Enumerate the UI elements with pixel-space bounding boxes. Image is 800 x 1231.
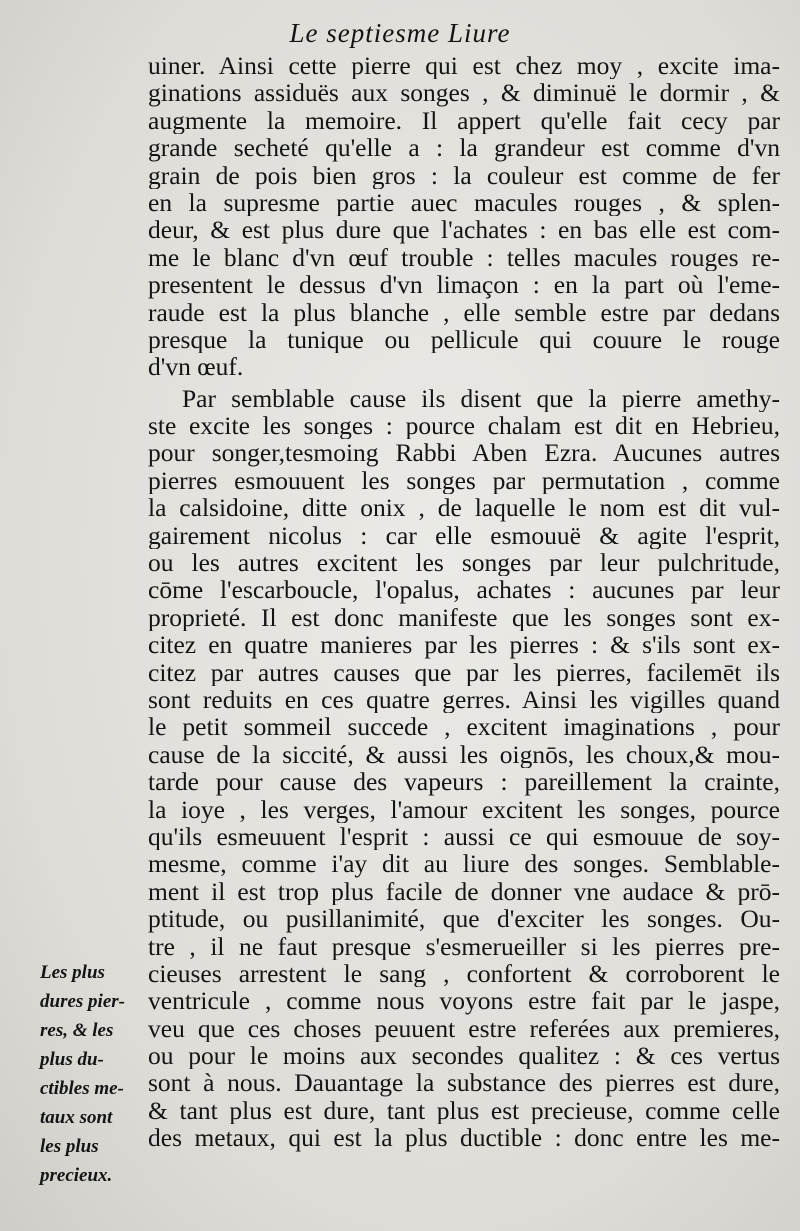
margin-note-line: ctibles me- (40, 1078, 124, 1099)
text-line: qu'ils esmeuuent l'esprit : aussi ce qui esmouue de soy- (148, 822, 780, 851)
paragraph-2 (148, 385, 780, 1152)
text-line: pour songer,tesmoing Rabbi Aben Ezra. Aucunes autres (148, 439, 780, 467)
text-line: ou les autres excitent les songes par leur pulchritude, (148, 549, 780, 577)
text-line: sont à nous. Dauantage la substance des pierres est dure, (148, 1069, 780, 1097)
margin-note-line: taux sont (40, 1107, 113, 1128)
text-line: des metaux, qui est la plus ductible : donc entre les me- (148, 1124, 780, 1152)
margin-note-line: Les plus (40, 962, 105, 983)
margin-note-line: res, & les (40, 1020, 114, 1041)
running-head: Le septiesme Liure (289, 18, 511, 48)
margin-note (40, 958, 152, 1190)
text-line: cōme l'escarboucle, l'opalus, achates : aucunes par leur (148, 576, 780, 604)
body-text (148, 52, 780, 1152)
text-line: raude est la plus blanche , elle semble estre par dedans (148, 298, 780, 326)
text-line: en la supresme partie auec macules rouges , & splen- (148, 188, 780, 217)
text-line: la calsidoine, ditte onix , de laquelle le nom est dit vul- (148, 494, 780, 522)
text-line: sont reduits en ces quatre gerres. Ainsi les vigilles quand (148, 685, 780, 714)
text-line: presentent le dessus d'vn limaçon : en la part où l'eme- (148, 271, 780, 299)
text-line: citez par autres causes que par les pierres, facilemēt ils (148, 658, 780, 686)
text-line: ou pour le moins aux secondes qualitez : & ces vertus (148, 1042, 780, 1070)
text-line: la ioye , les verges, l'amour excitent les songes, pource (148, 795, 780, 823)
text-line: cieuses arrestent le sang , confortent & corroborent le (148, 959, 780, 988)
text-line: uiner. Ainsi cette pierre qui est chez moy , excite ima- (148, 52, 780, 80)
margin-note-line: les plus (40, 1136, 99, 1157)
text-line: d'vn œuf. (148, 353, 244, 381)
text-line: presque la tunique ou pellicule qui couure le rouge (148, 325, 780, 354)
text-line: ventricule , comme nous voyons estre fait par le jaspe, (148, 987, 780, 1015)
text-line: & tant plus est dure, tant plus est precieuse, comme celle (148, 1096, 780, 1125)
text-line: grande secheté qu'elle a : la grandeur est comme d'vn (148, 134, 780, 162)
text-line: Par semblable cause ils disent que la pierre amethy- (182, 384, 780, 413)
text-line: gairement nicolus : car elle esmouuë & agite l'esprit, (148, 521, 780, 550)
margin-note-line: precieux. (40, 1165, 113, 1186)
text-line: deur, & est plus dure que l'achates : en bas elle est com- (148, 216, 780, 244)
text-line: ste excite les songes : pource chalam est dit en Hebrieu, (148, 412, 780, 440)
text-line: ptitude, ou pusillanimité, que d'exciter les songes. Ou- (148, 905, 780, 933)
text-line: pierres esmouuent les songes par permutation , comme (148, 466, 780, 495)
text-line: ment il est trop plus facile de donner vne audace & prō- (148, 877, 780, 906)
text-line: augmente la memoire. Il appert qu'elle fait cecy par (148, 106, 780, 135)
text-line: cause de la siccité, & aussi les oignōs, les choux,& mou- (148, 740, 780, 769)
text-line: me le blanc d'vn œuf trouble : telles macules rouges re- (148, 243, 780, 272)
text-line: tre , il ne faut presque s'esmerueiller si les pierres pre- (148, 932, 780, 960)
text-line: ginations assiduës aux songes , & diminuë le dormir , & (148, 79, 780, 107)
text-line: mesme, comme i'ay dit au liure des songes. Semblable- (148, 850, 780, 878)
text-line: le petit sommeil succede , excitent imaginations , pour (148, 713, 780, 741)
text-line: veu que ces choses peuuent estre referées aux premieres, (148, 1014, 780, 1043)
margin-note-line: plus du- (40, 1049, 104, 1070)
paragraph-1 (148, 52, 780, 381)
text-line: proprieté. Il est donc manifeste que les songes sont ex- (148, 603, 780, 632)
margin-note-line: dures pier- (40, 991, 125, 1012)
text-line: citez en quatre manieres par les pierres : & s'ils sont ex- (148, 631, 780, 659)
text-line: tarde pour cause des vapeurs : pareillement la crainte, (148, 768, 780, 796)
text-line: grain de pois bien gros : la couleur est comme de fer (148, 161, 780, 189)
